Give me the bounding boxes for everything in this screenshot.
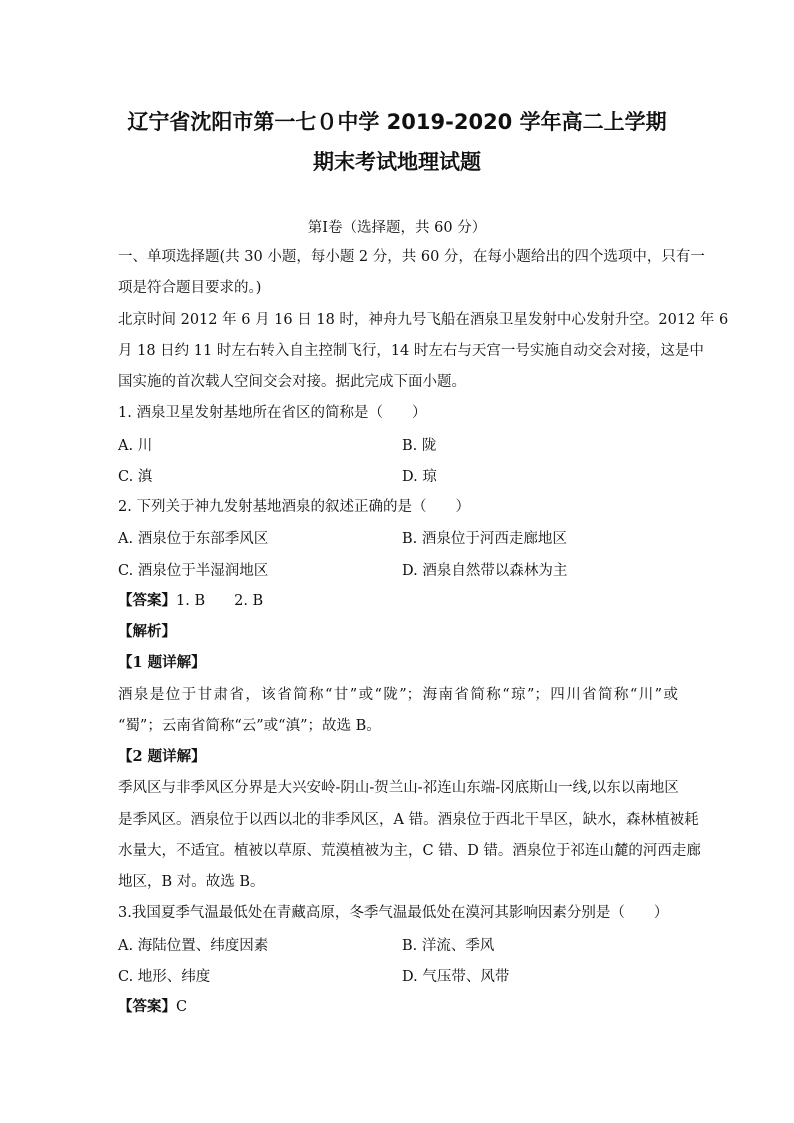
question-2-option-c: C. 酒泉位于半湿润地区 xyxy=(118,563,269,579)
question-1-option-c: C. 滇 xyxy=(118,469,153,485)
answer-value: 1. B 2. B xyxy=(176,593,264,609)
question-2-option-d: D. 酒泉自然带以森林为主 xyxy=(402,563,568,579)
question-3-option-d: D. 气压带、风带 xyxy=(402,969,510,985)
question-1-option-a: A. 川 xyxy=(118,438,153,454)
question-2-option-a: A. 酒泉位于东部季风区 xyxy=(118,531,269,547)
question-2-option-b: B. 酒泉位于河西走廊地区 xyxy=(402,531,567,547)
detail-2-line1: 季风区与非季风区分界是大兴安岭-阴山-贺兰山-祁连山东端-冈底斯山一线,以东以南地区 xyxy=(118,780,679,796)
analysis-label: 【解析】 xyxy=(118,623,176,640)
passage-line3: 国实施的首次载人空间交会对接。据此完成下面小题。 xyxy=(118,374,466,390)
question-3-option-c: C. 地形、纬度 xyxy=(118,969,211,985)
answer-value: C xyxy=(176,999,188,1015)
detail-2-line3: 水量大，不适宜。植被以草原、荒漠植被为主，C 错、D 错。酒泉位于祁连山麓的河西走廊 xyxy=(118,843,701,859)
detail-2-line4: 地区，B 对。故选 B。 xyxy=(118,874,265,890)
question-1-option-b: B. 陇 xyxy=(402,438,437,454)
question-1-option-d: D. 琼 xyxy=(402,469,437,485)
detail-1-line2: “蜀”；云南省简称“云”或“滇”；故选 B。 xyxy=(118,718,381,734)
answer-3 xyxy=(118,996,678,1018)
answer-label: 【答案】 xyxy=(118,998,176,1015)
detail-2-label: 【2 题详解】 xyxy=(118,748,206,765)
instructions-line1: 一、单项选择题(共 30 小题，每小题 2 分，共 60 分，在每小题给出的四个选项中，只有一 xyxy=(118,249,705,265)
detail-1-line1: 酒泉是位于甘肃省，该省简称“甘”或“陇”；海南省简称“琼”；四川省简称“川”或 xyxy=(118,687,678,703)
section-header: 第Ⅰ卷（选择题，共 60 分） xyxy=(307,220,487,236)
question-1-stem: 1. 酒泉卫星发射基地所在省区的简称是（ ） xyxy=(118,405,427,421)
document-title-line2: 期末考试地理试题 xyxy=(313,150,481,174)
detail-2-line2: 是季风区。酒泉位于以西以北的非季风区，A 错。酒泉位于西北干旱区，缺水，森林植被耗 xyxy=(118,812,699,828)
passage-line1: 北京时间 2012 年 6 月 16 日 18 时，神舟九号飞船在酒泉卫星发射中心发射升空。2012 年 6 xyxy=(118,312,729,328)
question-3-option-b: B. 洋流、季风 xyxy=(402,938,495,954)
answer-1-2 xyxy=(118,590,678,612)
question-3-stem: 3.我国夏季气温最低处在青藏高原，冬季气温最低处在漠河其影响因素分别是（ ） xyxy=(118,905,669,921)
question-3-option-a: A. 海陆位置、纬度因素 xyxy=(118,938,269,954)
question-2-stem: 2. 下列关于神九发射基地酒泉的叙述正确的是（ ） xyxy=(118,499,470,515)
instructions-line2: 项是符合题目要求的。) xyxy=(118,280,262,296)
detail-1-label: 【1 题详解】 xyxy=(118,654,206,671)
passage-line2: 月 18 日约 11 时左右转入自主控制飞行，14 时左右与天宫一号实施自动交会对接，这是中 xyxy=(118,343,704,359)
answer-label: 【答案】 xyxy=(118,592,176,609)
document-title-line1: 辽宁省沈阳市第一七０中学 2019-2020 学年高二上学期 xyxy=(127,110,667,134)
